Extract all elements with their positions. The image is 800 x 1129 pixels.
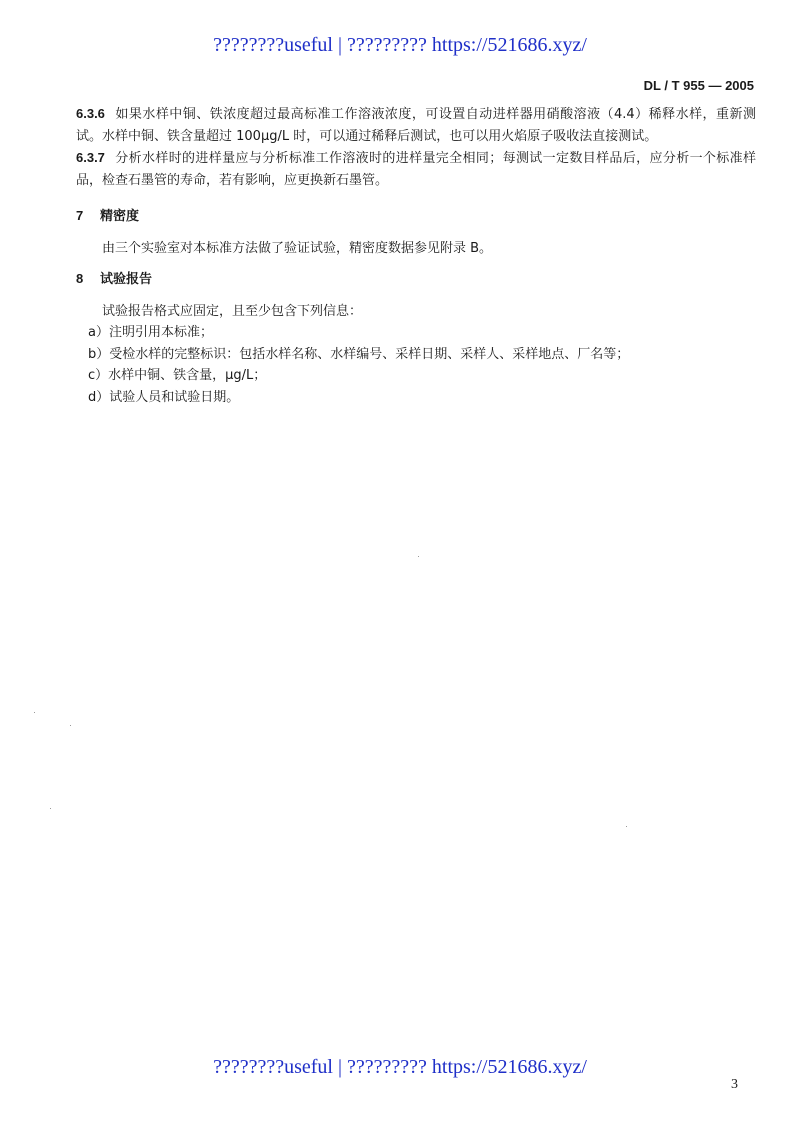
watermark-bottom[interactable]: ????????useful | ????????? https://521686.xyz/	[213, 1056, 587, 1078]
clause-6-3-7	[76, 147, 756, 191]
watermark-top[interactable]: ????????useful | ????????? https://521686.xyz/	[213, 34, 587, 56]
clause-text: 如果水样中铜、铁浓度超过最高标准工作溶液浓度，可设置自动进样器用硝酸溶液（4.4）稀释水样，重新测试。水样中铜、铁含量超过 100μg/L 时，可以通过稀释后测试，也可以用火焰原子吸收法直接测试。	[76, 107, 756, 144]
document-body	[76, 103, 756, 408]
scan-speck	[70, 725, 71, 726]
list-item: b）受检水样的完整标识：包括水样名称、水样编号、采样日期、采样人、采样地点、厂名等；	[88, 346, 630, 362]
section-8-heading	[76, 268, 756, 291]
section-7-body: 由三个实验室对本标准方法做了验证试验，精密度数据参见附录 B。	[102, 240, 493, 256]
standard-code: DL / T 955 — 2005	[643, 78, 754, 93]
section-number: 8	[76, 271, 84, 286]
clause-number: 6.3.6	[76, 106, 105, 121]
section-title: 精密度	[100, 209, 140, 224]
page-number: 3	[731, 1077, 738, 1092]
section-7-heading	[76, 205, 756, 228]
section-number: 7	[76, 208, 84, 223]
section-8-intro: 试验报告格式应固定，且至少包含下列信息：	[102, 303, 363, 319]
scan-speck	[626, 826, 627, 827]
list-item: c）水样中铜、铁含量，μg/L；	[88, 368, 267, 383]
clause-text: 分析水样时的进样量应与分析标准工作溶液时的进样量完全相同；每测试一定数目样品后，应分析一个标准样品，检查石墨管的寿命，若有影响，应更换新石墨管。	[76, 151, 756, 188]
clause-6-3-6	[76, 103, 756, 147]
scan-speck	[418, 556, 419, 557]
list-item: d）试验人员和试验日期。	[88, 389, 240, 405]
report-items-list	[76, 322, 756, 408]
section-title: 试验报告	[100, 272, 153, 287]
list-item: a）注明引用本标准；	[88, 325, 213, 340]
scan-speck	[34, 712, 35, 713]
clause-number: 6.3.7	[76, 150, 105, 165]
scan-speck	[50, 808, 51, 809]
